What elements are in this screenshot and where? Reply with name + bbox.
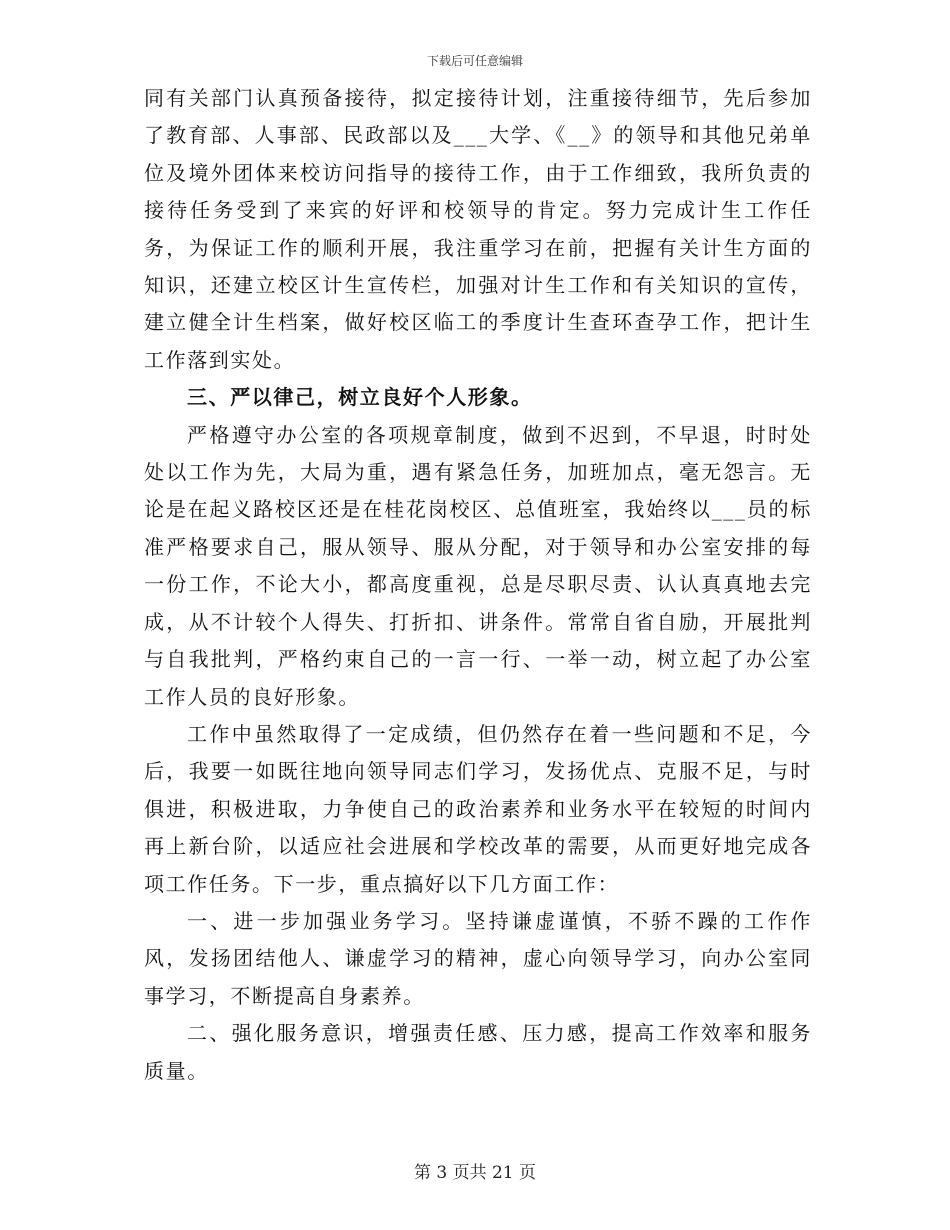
document-body	[144, 80, 812, 1090]
page-header-note: 下载后可任意编辑	[426, 54, 523, 68]
paragraph-plan-item-2: 二、强化服务意识，增强责任感、压力感，提高工作效率和服务质量。	[144, 1021, 812, 1083]
paragraph-reception-work: 同有关部门认真预备接待，拟定接待计划，注重接待细节，先后参加了教育部、人事部、民政部以及___大学、《__》的领导和其他兄弟单位及境外团体来校访问指导的接待工作，由于工作细致，我所负责的接待任务受到了来宾的好评和校领导的肯定。努力完成计生工作任务，为保证工作的顺利开展，我注重学习在前，把握有关计生方面的知识，还建立校区计生宣传栏，加强对计生工作和有关知识的宣传，建立健全计生档案，做好校区临工的季度计生查环查孕工作，把计生工作落到实处。	[144, 86, 812, 372]
paragraph-shortcomings-plan: 工作中虽然取得了一定成绩，但仍然存在着一些问题和不足，今后，我要一如既往地向领导同志们学习，发扬优点、克服不足，与时俱进，积极进取，力争使自己的政治素养和业务水平在较短的时间内再上新台阶，以适应社会进展和学校改革的需要，从而更好地完成各项工作任务。下一步，重点搞好以下几方面工作：	[144, 721, 812, 896]
paragraph-rules-compliance: 严格遵守办公室的各项规章制度，做到不迟到，不早退，时时处处以工作为先，大局为重，遇有紧急任务，加班加点，毫无怨言。无论是在起义路校区还是在桂花岗校区、总值班室，我始终以___员的标准严格要求自己，服从领导、服从分配，对于领导和办公室安排的每一份工作，不论大小，都高度重视，总是尽职尽责、认认真真地去完成，从不计较个人得失、打折扣、讲条件。常常自省自励，开展批判与自我批判，严格约束自己的一言一行、一举一动，树立起了办公室工作人员的良好形象。	[144, 422, 812, 709]
paragraph-plan-item-1: 一、进一步加强业务学习。坚持谦虚谨慎，不骄不躁的工作作风，发扬团结他人、谦虚学习的精神，虚心向领导学习，向办公室同事学习，不断提高自身素养。	[144, 908, 812, 1008]
page-number: 第 3 页共 21 页	[413, 1163, 537, 1183]
section-heading-self-discipline: 三、严以律己，树立良好个人形象。	[187, 385, 533, 410]
